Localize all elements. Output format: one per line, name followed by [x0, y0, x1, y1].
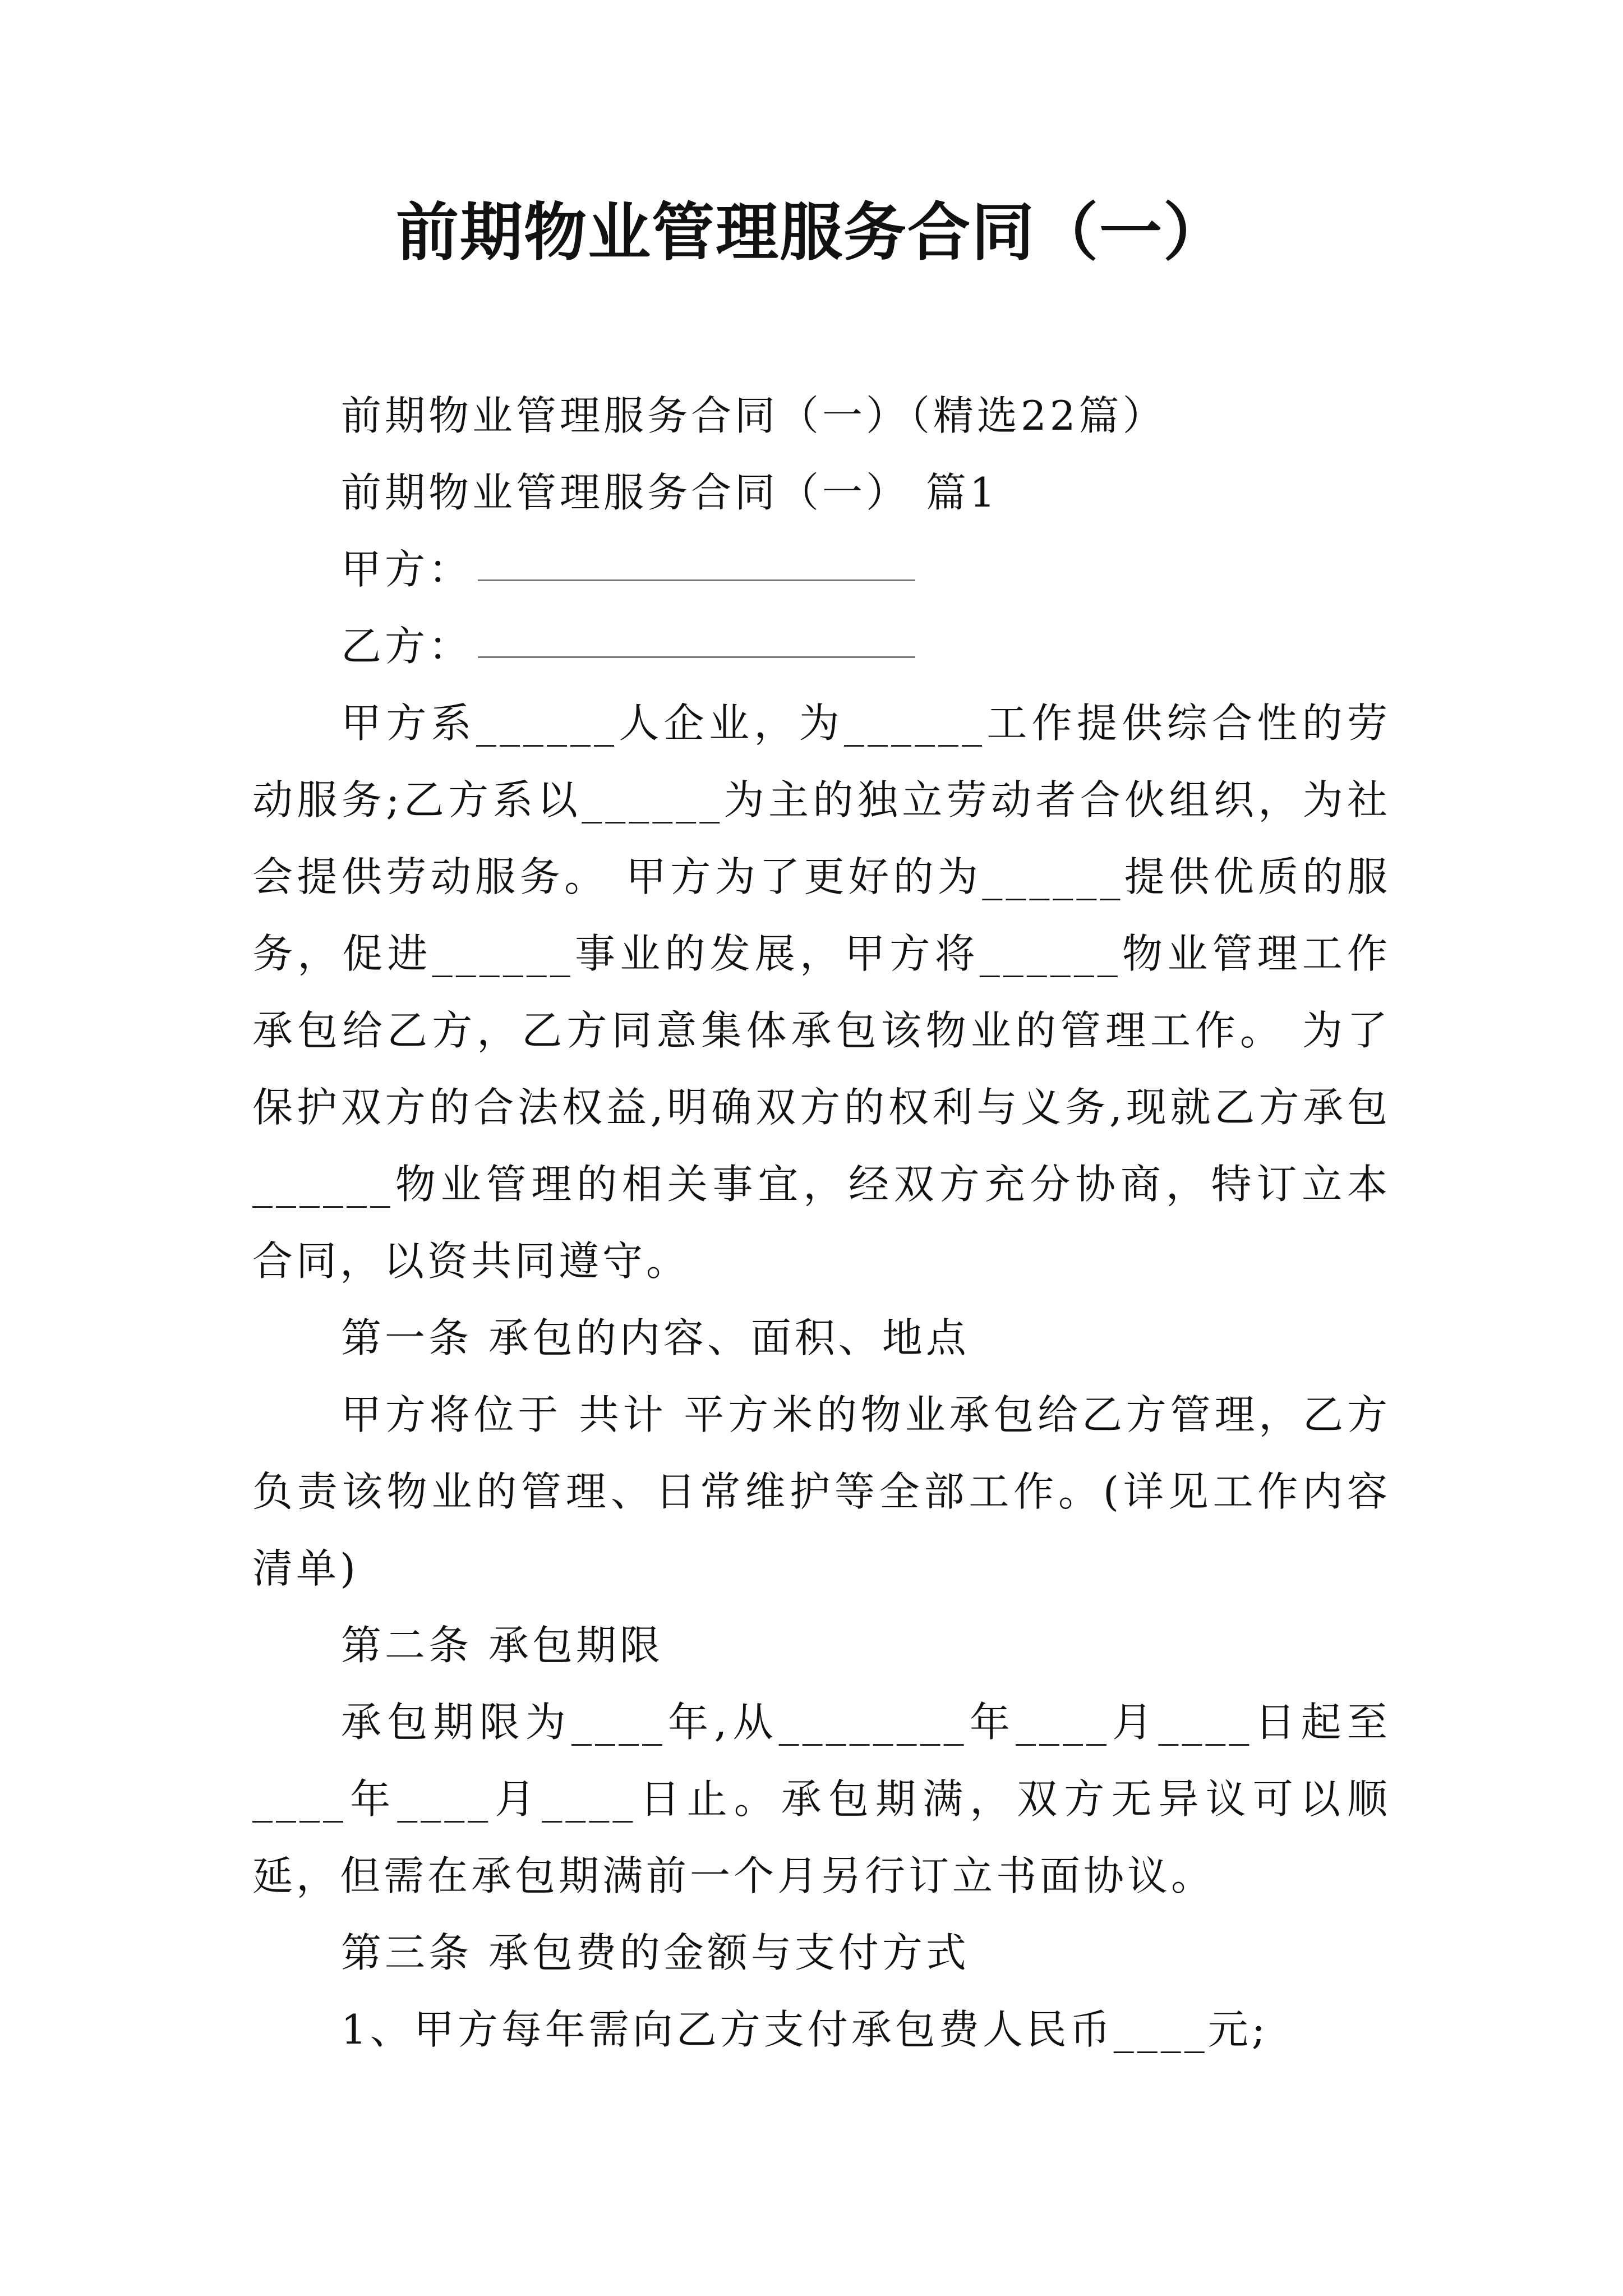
preamble-paragraph: 甲方系______人企业，为______工作提供综合性的劳动服务;乙方系以______为主的独立劳动者合伙组织，为社会提供劳动服务。 甲方为了更好的为______提供优质的服务，促进______事业的发展，甲方将______物业管理工作承包给乙方，乙方同意集体承包该物业的管理工作。 为了保护双方的合法权益,明确双方的权利与义务,现就乙方承包______物业管理的相关事宜，经双方充分协商，特订立本合同，以资共同遵守。 — [252, 700, 1391, 1285]
document-title: 前期物业管理服务合同（一） — [396, 196, 1227, 269]
section-heading-article-1: 前期物业管理服务合同（一） 篇1 — [341, 469, 999, 516]
clause-3-heading: 第三条 承包费的金额与支付方式 — [341, 1929, 970, 1976]
clause-1-text: 甲方将位于 共计 平方米的物业承包给乙方管理，乙方负责该物业的管理、日常维护等全部工作。(详见工作内容清单) — [252, 1391, 1391, 1592]
clause-2-text: 承包期限为____年,从________年____月____日起至____年____月____日止。承包期满，双方无异议可以顺延，但需在承包期满前一个月另行订立书面协议。 — [252, 1699, 1391, 1899]
subtitle-selection: 前期物业管理服务合同（一）（精选22篇） — [341, 392, 1166, 439]
party-b-blank — [478, 656, 915, 658]
party-a-line — [252, 531, 1391, 608]
party-a-blank — [478, 579, 915, 581]
clause-1-heading: 第一条 承包的内容、面积、地点 — [341, 1314, 970, 1361]
clause-3-item-1: 1、甲方每年需向乙方支付承包费人民币____元; — [341, 2006, 1269, 2053]
party-a-label: 甲方： — [341, 546, 473, 593]
party-b-line — [252, 608, 1391, 685]
document-body — [252, 378, 1391, 2068]
clause-2-heading: 第二条 承包期限 — [341, 1622, 663, 1669]
party-b-label: 乙方： — [341, 623, 473, 670]
